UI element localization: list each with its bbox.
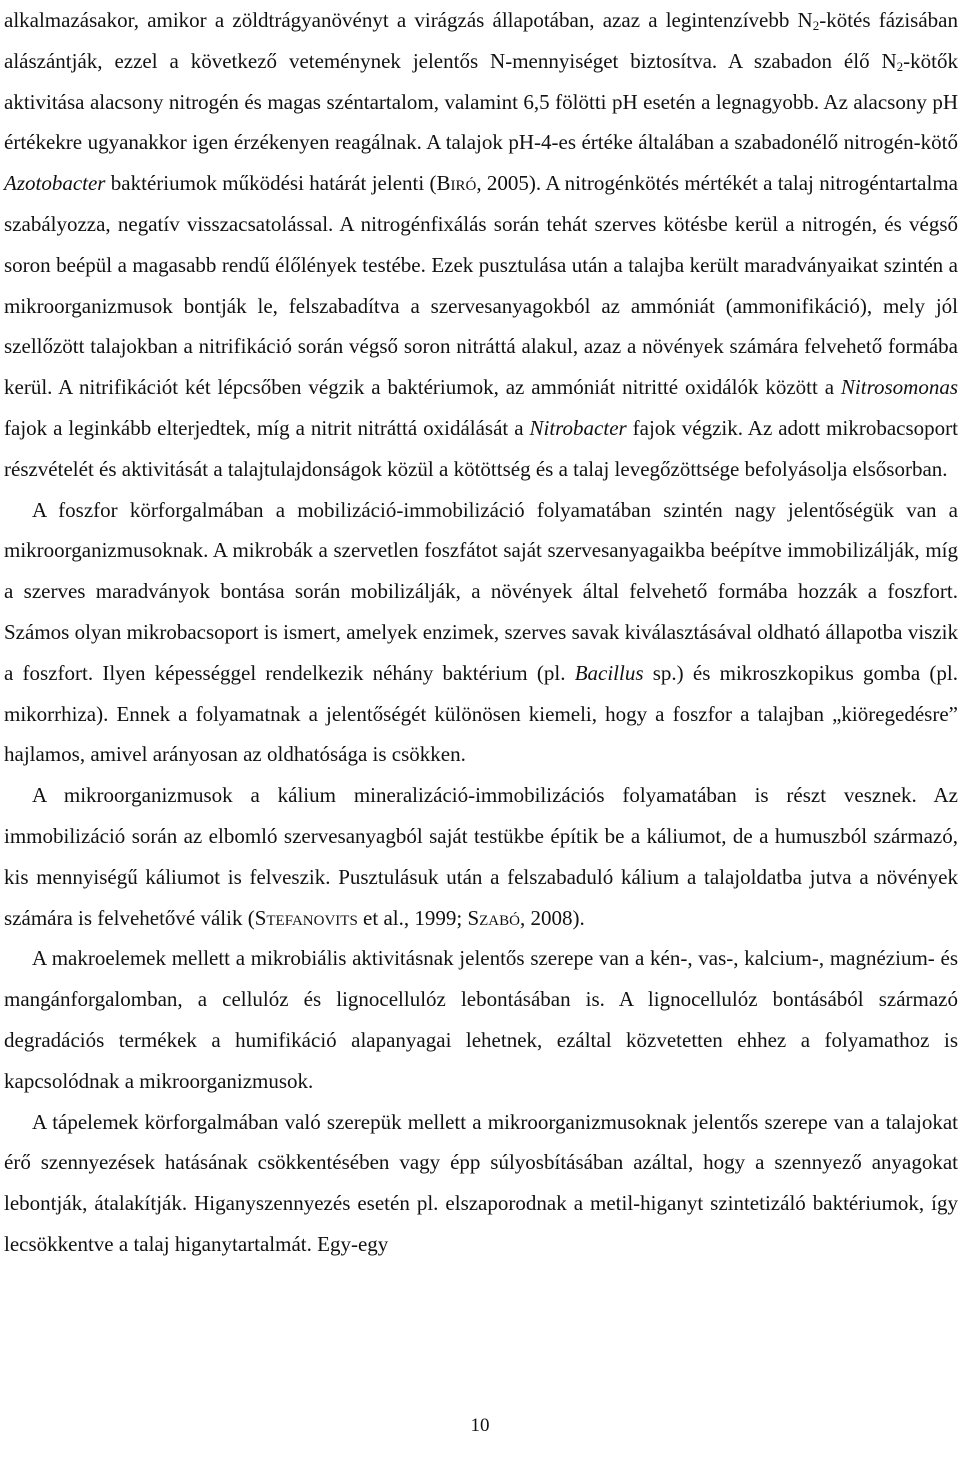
text-run: A foszfor körforgalmában a mobilizáció-immobilizáció folyamatában szintén nagy jelentőségük van a mikroorganizmusoknak. A mikrobák a szervetlen foszfátot saját szervesanyagaikba beépítve immobilizálják, míg a szerves maradványok bontása során mobilizálják, a növények által felvehető formába hozzák a foszfort. Számos olyan mikrobacsoport is ismert, amelyek enzimek, szerves savak kiválasztásával oldható állapotba viszik a foszfort. Ilyen képességgel rendelkezik néhány baktérium (pl. (4, 497, 958, 685)
paragraph (4, 1102, 958, 1265)
text-run: sp.) és mikroszkopikus gomba (pl. mikorrhiza). Ennek a folyamatnak a jelentőségét különösen kiemeli, hogy a foszfor a talajban „kiöregedésre” hajlamos, amivel arányosan az oldhatósága is csökken. (4, 660, 958, 767)
text-run: baktériumok működési határát jelenti ( (105, 171, 437, 196)
paragraph (4, 775, 958, 938)
text-run: A tápelemek körforgalmában való szerepük mellett a mikroorganizmusoknak jelentős szerepe van a talajokat érő szennyezések hatásának csökkentésében vagy épp súlyosbításában azáltal, hogy a szennyező anyagokat lebontják, átalakítják. Higanyszennyezés esetén pl. elszaporodnak a metil-higanyt szintetizáló baktériumok, így lecsökkentve a talaj higanytartalmát. Egy-egy (4, 1109, 958, 1256)
text-run: A mikroorganizmusok a kálium mineralizáció-immobilizációs folyamatában is részt vesznek. Az immobilizáció során az elbomló szervesanyagból saját testükbe építik be a káliumot, de a humuszból származó, kis mennyiségű káliumot is felveszik. Pusztulásuk után a felszabaduló kálium a talajoldatba jutva a növények számára is felvehetővé válik ( (4, 783, 958, 930)
text-run: et al., 1999; (357, 905, 468, 930)
body-text (4, 0, 958, 1265)
paragraph (4, 0, 958, 490)
document-page (4, 0, 958, 1265)
author-name: Biró (436, 171, 477, 196)
italic-term: Nitrosomonas (840, 375, 958, 400)
paragraph (4, 938, 958, 1101)
paragraph (4, 490, 958, 776)
italic-term: Nitrobacter (529, 415, 627, 440)
text-run: fajok végzik. Az adott mikrobacsoport részvételét és aktivitását a talajtulajdonságok közül a kötöttség és a talaj levegőzöttsége befolyásolja elsősorban. (4, 415, 958, 481)
subscript: 2 (896, 58, 904, 74)
page-number: 10 (470, 1415, 490, 1436)
author-name: Szabó (467, 905, 520, 930)
text-run: -kötők aktivitása alacsony nitrogén és magas széntartalom, valamint 6,5 fölötti pH esetén a legnagyobb. Az alacsony pH értékekre ugyanakkor igen érzékenyen reagálnak. A talajok pH-4-es értéke általában a szabadonélő nitrogén-kötő (4, 48, 958, 155)
text-run: -kötés fázisában alászántják, ezzel a következő veteménynek jelentős N-mennyiséget biztosítva. A szabadon élő N (4, 8, 958, 73)
text-run: A makroelemek mellett a mikrobiális aktivitásnak jelentős szerepe van a kén-, vas-, kalcium-, magnézium- és mangánforgalomban, a cellulóz és lignocellulóz lebontásában is. A lignocellulóz bontásából származó degradációs termékek a humifikáció alapanyagai lehetnek, ezáltal közvetetten ehhez a folyamathoz is kapcsolódnak a mikroorganizmusok. (4, 946, 958, 1093)
text-run: alkalmazásakor, amikor a zöldtrágyanövényt a virágzás állapotában, azaz a legintenzívebb N (4, 8, 813, 32)
italic-term: Bacillus (574, 660, 644, 685)
text-run: , 2005). A nitrogénkötés mértékét a talaj nitrogéntartalma szabályozza, negatív visszacsatolással. A nitrogénfixálás során tehát szerves kötésbe kerül a nitrogén, és végső soron beépül a magasabb rendű élőlények testébe. Ezek pusztulása után a talajba került maradványaikat szintén a mikroorganizmusok bontják le, felszabadítva a szervesanyagokból az ammóniát (ammonifikáció), mely jól szellőzött talajokban a nitrifikáció során végső soron nitráttá alakul, azaz a növények számára felvehető formába kerül. A nitrifikációt két lépcsőben végzik a baktériumok, az ammóniát nitritté oxidálók között a (4, 171, 958, 400)
text-run: fajok a leginkább elterjedtek, míg a nitrit nitráttá oxidálását a (4, 415, 530, 440)
italic-term: Azotobacter (4, 171, 106, 196)
subscript: 2 (812, 18, 820, 33)
text-run: , 2008). (519, 905, 585, 930)
author-name: Stefanovits (254, 905, 358, 930)
